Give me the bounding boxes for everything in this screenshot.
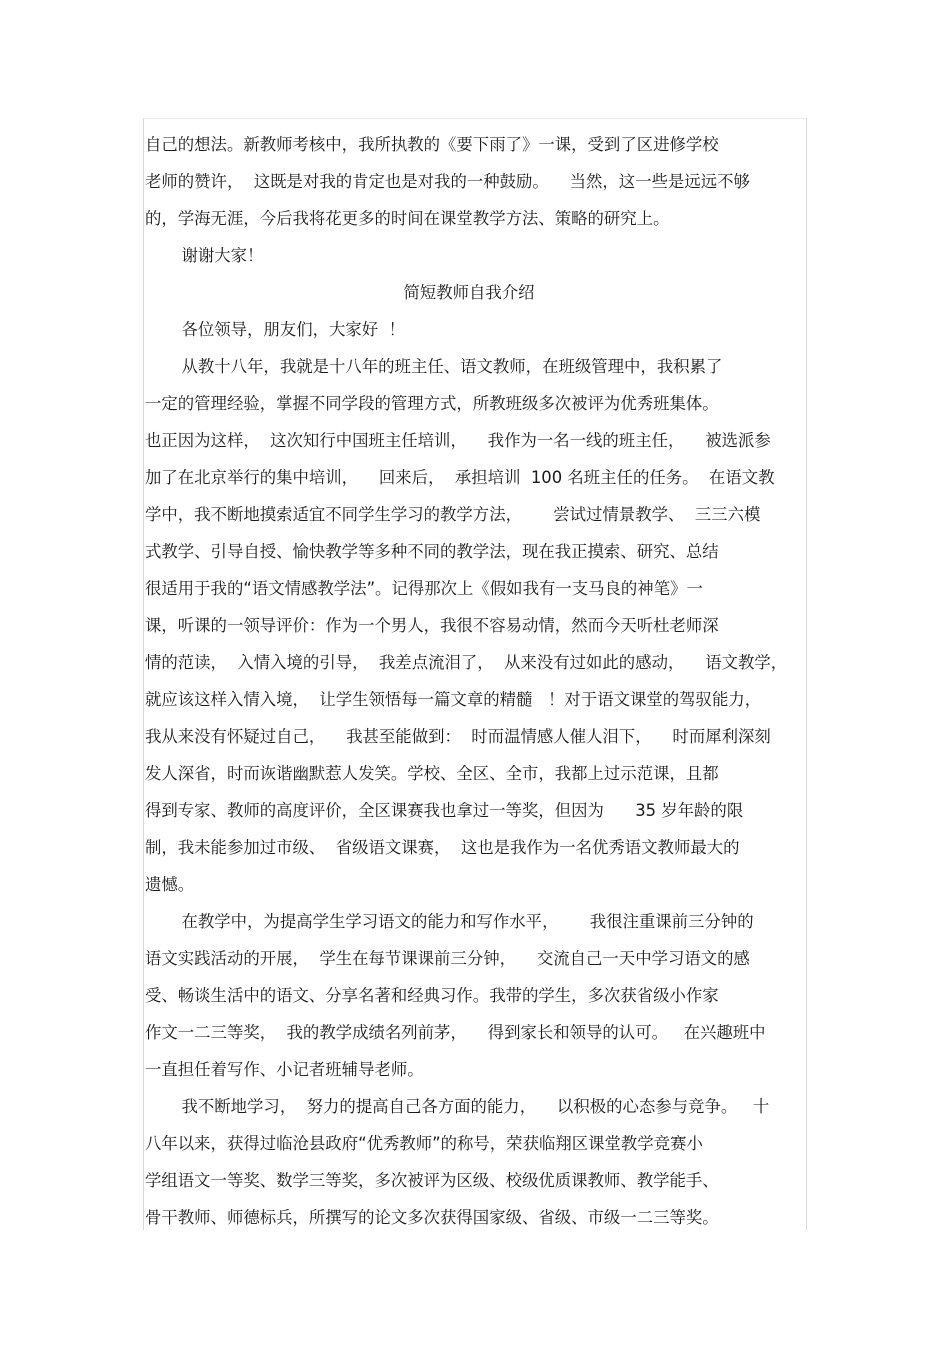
text-line: 学中，我不断地摸索适宜不同学生学习的教学方法， 尝试过情景教学、 三三六模 xyxy=(145,505,761,524)
text-line: 情的范读， 入情入境的引导， 我差点流泪了， 从来没有过如此的感动， 语文教学， xyxy=(145,653,788,672)
text-line: 课，听课的一领导评价：作为一个男人，我很不容易动情，然而今天听杜老师深 xyxy=(145,616,719,635)
text-line: 八年以来，获得过临沧县政府“优秀教师”的称号，荣获临翔区课堂教学竞赛小 xyxy=(145,1134,703,1153)
closing-thanks: 谢谢大家！ xyxy=(145,246,264,265)
text-line: 老师的赞许， 这既是对我的肯定也是对我的一种鼓励。 当然，这一些是远远不够 xyxy=(145,172,750,191)
text-line: 一定的管理经验，掌握不同学段的管理方式，所教班级多次被评为优秀班集体。 xyxy=(145,394,719,413)
text-line: 语文实践活动的开展， 学生在每节课课前三分钟， 交流自己一天中学习语文的感 xyxy=(145,949,750,968)
text-line: 得到专家、教师的高度评价，全区课赛我也拿过一等奖，但因为 35 岁年龄的限 xyxy=(145,801,744,820)
text-line: 从教十八年，我就是十八年的班主任、语文教师，在班级管理中，我积累了 xyxy=(145,357,723,376)
text-line: 受、畅谈生活中的语文、分享名著和经典习作。我带的学生，多次获省级小作家 xyxy=(145,986,719,1005)
text-line: 很适用于我的“语文情感教学法”。记得那次上《假如我有一支马良的神笔》一 xyxy=(145,579,703,598)
greeting: 各位领导，朋友们，大家好 ！ xyxy=(145,320,405,339)
text-line: 的，学海无涯，今后我将花更多的时间在课堂教学方法、策略的研究上。 xyxy=(145,209,670,228)
text-line: 也正因为这样， 这次知行中国班主任培训， 我作为一名一线的班主任， 被选派参 xyxy=(145,431,771,450)
text-line: 学组语文一等奖、数学三等奖，多次被评为区级、校级优质课教师、教学能手、 xyxy=(145,1171,719,1190)
text-line: 我从来没有怀疑过自己， 我甚至能做到： 时而温情感人催人泪下， 时而犀利深刻 xyxy=(145,727,771,746)
text-line: 式教学、引导自授、愉快教学等多种不同的教学法，现在我正摸索、研究、总结 xyxy=(145,542,719,561)
text-line: 遗憾。 xyxy=(145,875,195,894)
text-line: 就应该这样入情入境， 让学生领悟每一篇文章的精髓 ！对于语文课堂的驾驭能力， xyxy=(145,690,762,709)
text-line: 发人深省，时而诙谐幽默惹人发笑。学校、全区、全市，我都上过示范课，且都 xyxy=(145,764,719,783)
text-line: 我不断地学习， 努力的提高自己各方面的能力， 以积极的心态参与竞争。 十 xyxy=(145,1097,770,1116)
text-line: 在教学中，为提高学生学习语文的能力和写作水平， 我很注重课前三分钟的 xyxy=(145,912,754,931)
text-line: 一直担任着写作、小记者班辅导老师。 xyxy=(145,1060,424,1079)
text-line: 制，我未能参加过市级、 省级语文课赛， 这也是我作为一名优秀语文教师最大的 xyxy=(145,838,740,857)
document-body xyxy=(145,126,807,1236)
text-line: 作文一二三等奖， 我的教学成绩名列前茅， 得到家长和领导的认可。 在兴趣班中 xyxy=(145,1023,766,1042)
section-title: 简短教师自我介绍 xyxy=(403,283,535,302)
text-line: 骨干教师、师德标兵，所撰写的论文多次获得国家级、省级、市级一二三等奖。 xyxy=(145,1208,719,1227)
text-line: 自己的想法。新教师考核中，我所执教的《要下雨了》一课，受到了区进修学校 xyxy=(145,135,719,154)
text-line: 加了在北京举行的集中培训， 回来后， 承担培训 100 名班主任的任务。 在语文教 xyxy=(145,468,775,487)
